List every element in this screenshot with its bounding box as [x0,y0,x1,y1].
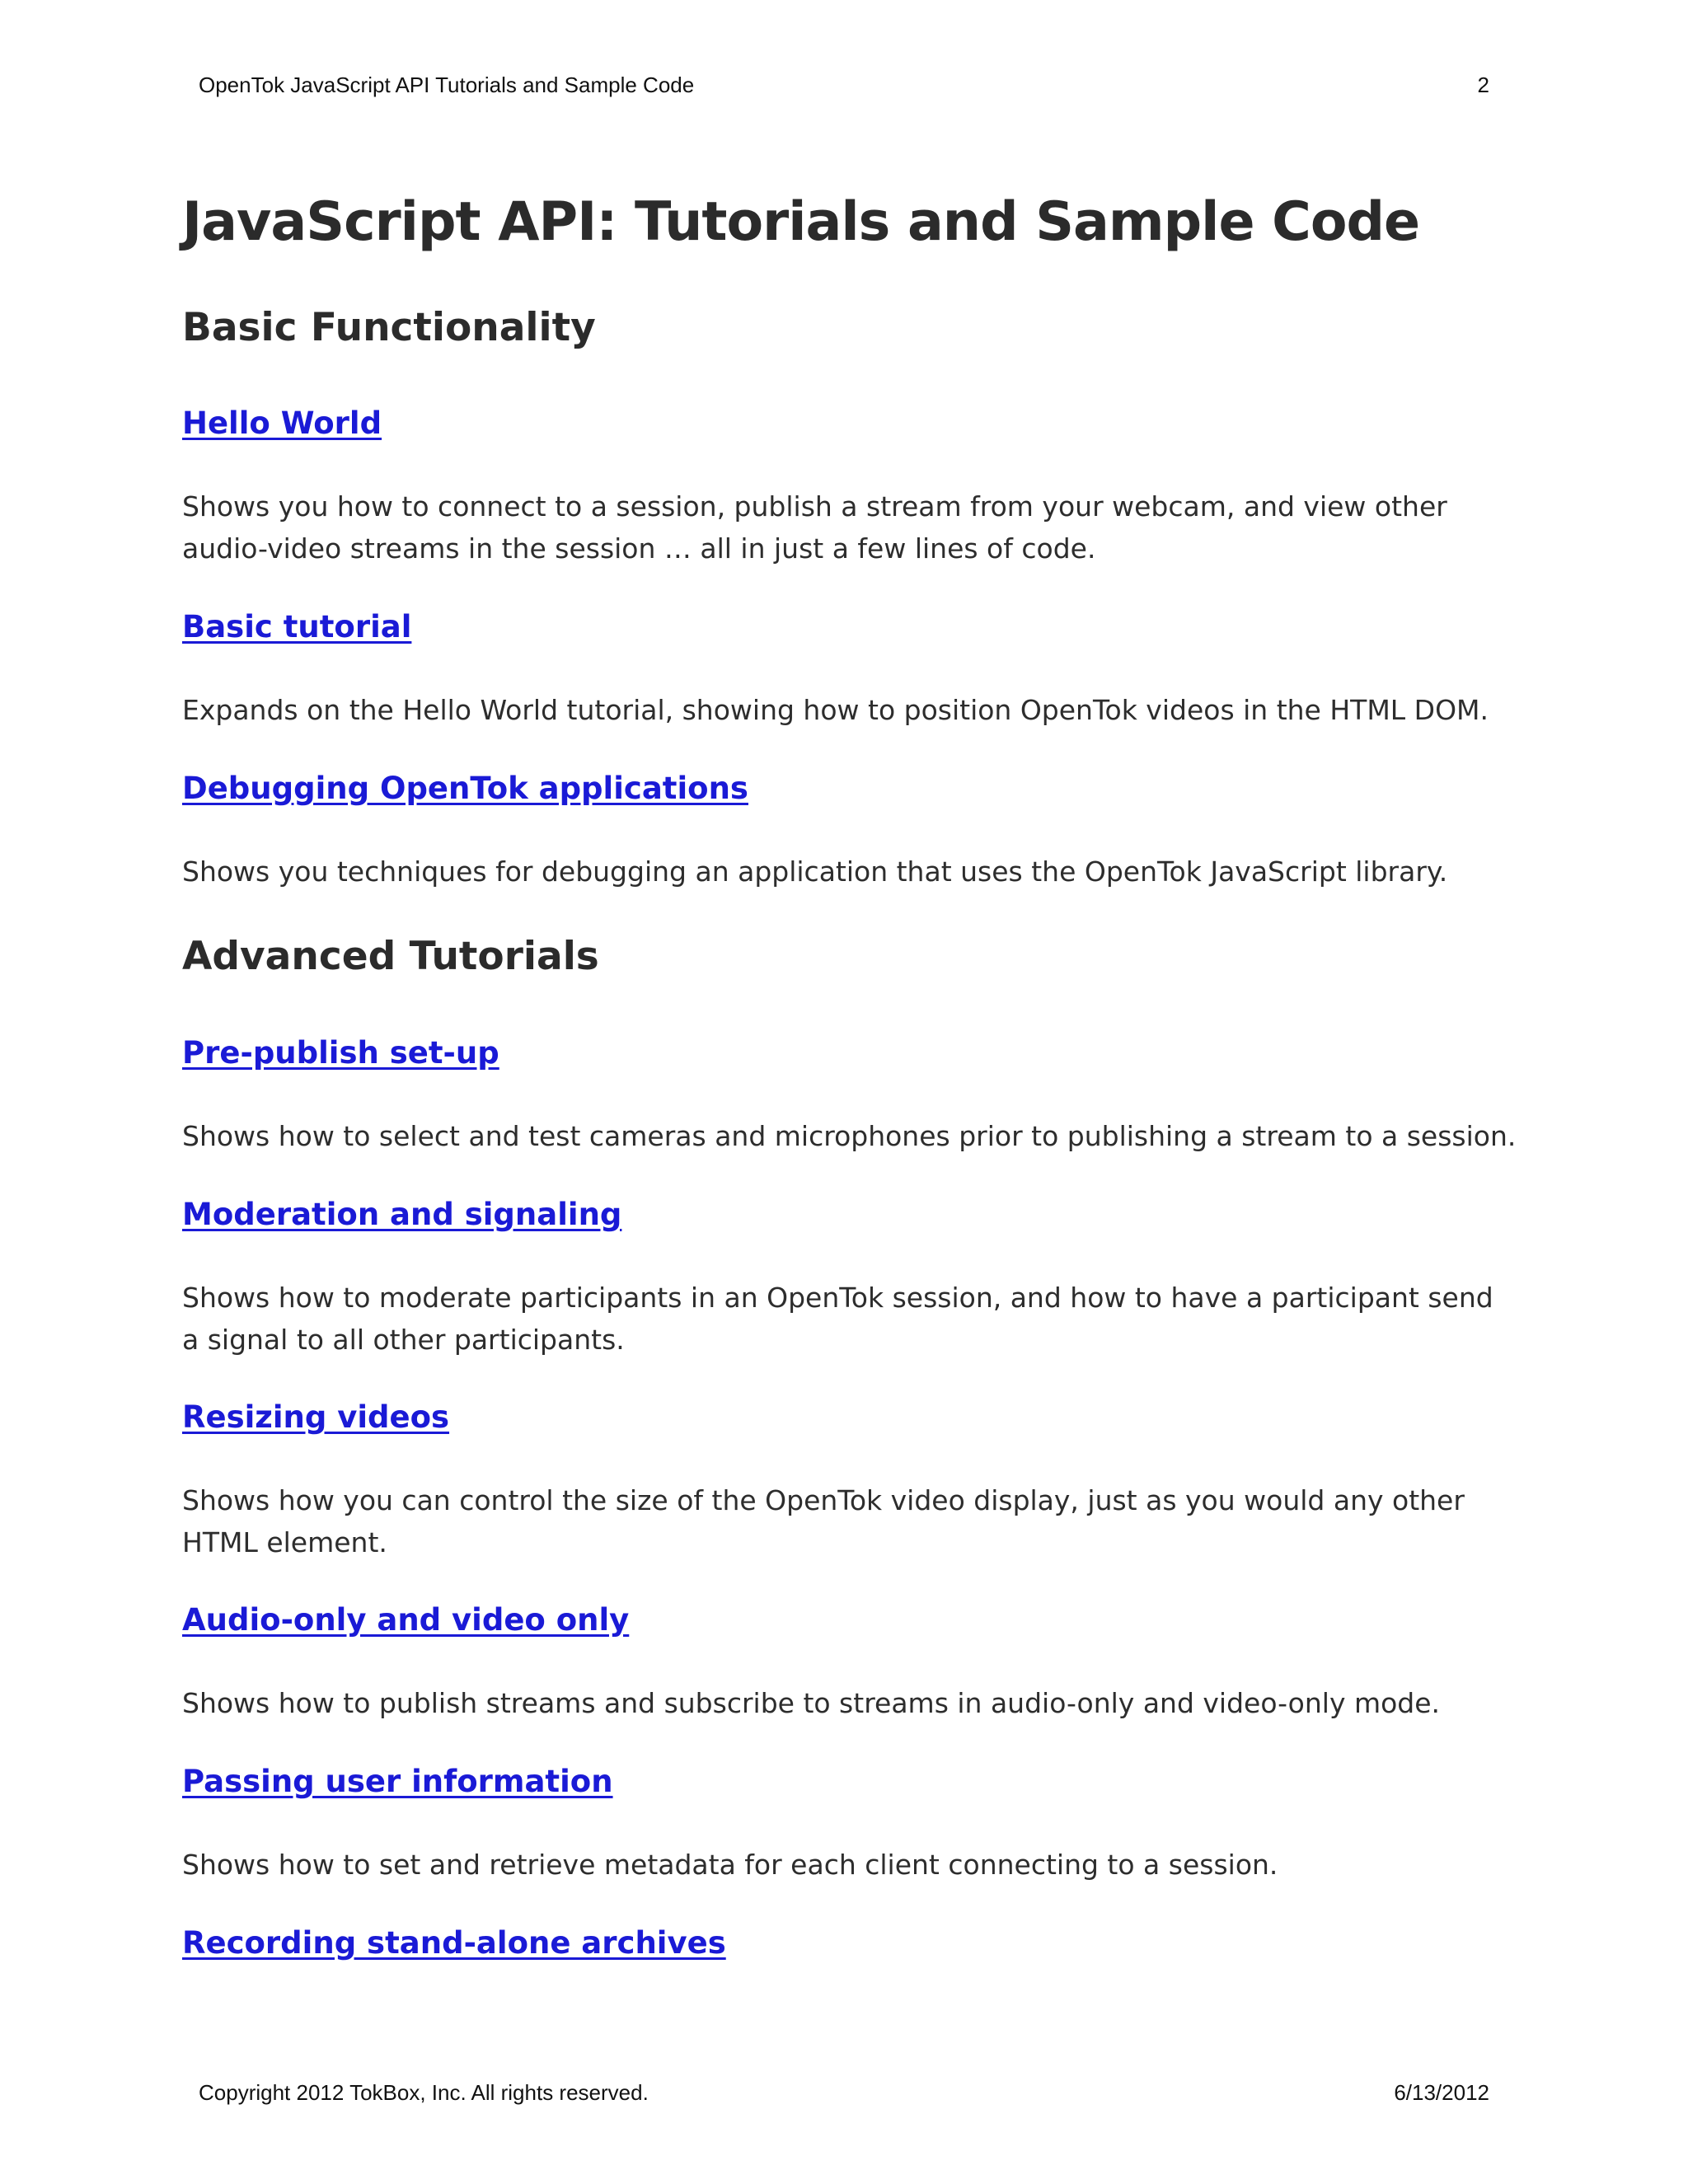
hello-world-link[interactable]: Hello World [182,405,382,441]
basic-tutorial-description: Expands on the Hello World tutorial, showing how to position OpenTok videos in the HTML DOM. [182,694,1489,726]
page-header [199,73,1489,98]
debugging-opentok-link[interactable]: Debugging OpenTok applications [182,771,748,806]
pre-publish-setup-description: Shows how to select and test cameras and microphones prior to publishing a stream to a session. [182,1120,1517,1152]
hello-world-description: Shows you how to connect to a session, publish a stream from your webcam, and view other audio-video streams in the session … all in just a few lines of code. [182,490,1447,565]
section-heading-advanced-tutorials: Advanced Tutorials [182,934,599,979]
page-number: 2 [1477,73,1489,97]
passing-user-info-description: Shows how to set and retrieve metadata for each client connecting to a session. [182,1849,1278,1881]
resizing-videos-link[interactable]: Resizing videos [182,1399,450,1435]
resizing-videos-description: Shows how you can control the size of the OpenTok video display, just as you would any other HTML element. [182,1484,1465,1558]
audio-video-only-description: Shows how to publish streams and subscribe to streams in audio-only and video-only mode. [182,1687,1441,1719]
debugging-opentok-description: Shows you techniques for debugging an application that uses the OpenTok JavaScript library. [182,855,1448,888]
copyright-text: Copyright 2012 TokBox, Inc. All rights reserved. [199,2080,649,2105]
passing-user-info-link[interactable]: Passing user information [182,1764,613,1799]
moderation-signaling-description: Shows how to moderate participants in an OpenTok session, and how to have a participant send a signal to all other participants. [182,1282,1493,1356]
header-title: OpenTok JavaScript API Tutorials and Sample Code [199,73,695,97]
moderation-signaling-link[interactable]: Moderation and signaling [182,1197,622,1232]
footer-date: 6/13/2012 [1394,2080,1489,2105]
section-heading-basic-functionality: Basic Functionality [182,305,596,350]
pre-publish-setup-link[interactable]: Pre-publish set-up [182,1035,499,1071]
page-footer [199,2080,1489,2106]
basic-tutorial-link[interactable]: Basic tutorial [182,609,412,644]
page-title: JavaScript API: Tutorials and Sample Code [182,191,1420,253]
recording-archives-link[interactable]: Recording stand-alone archives [182,1925,726,1961]
audio-video-only-link[interactable]: Audio-only and video only [182,1602,630,1638]
